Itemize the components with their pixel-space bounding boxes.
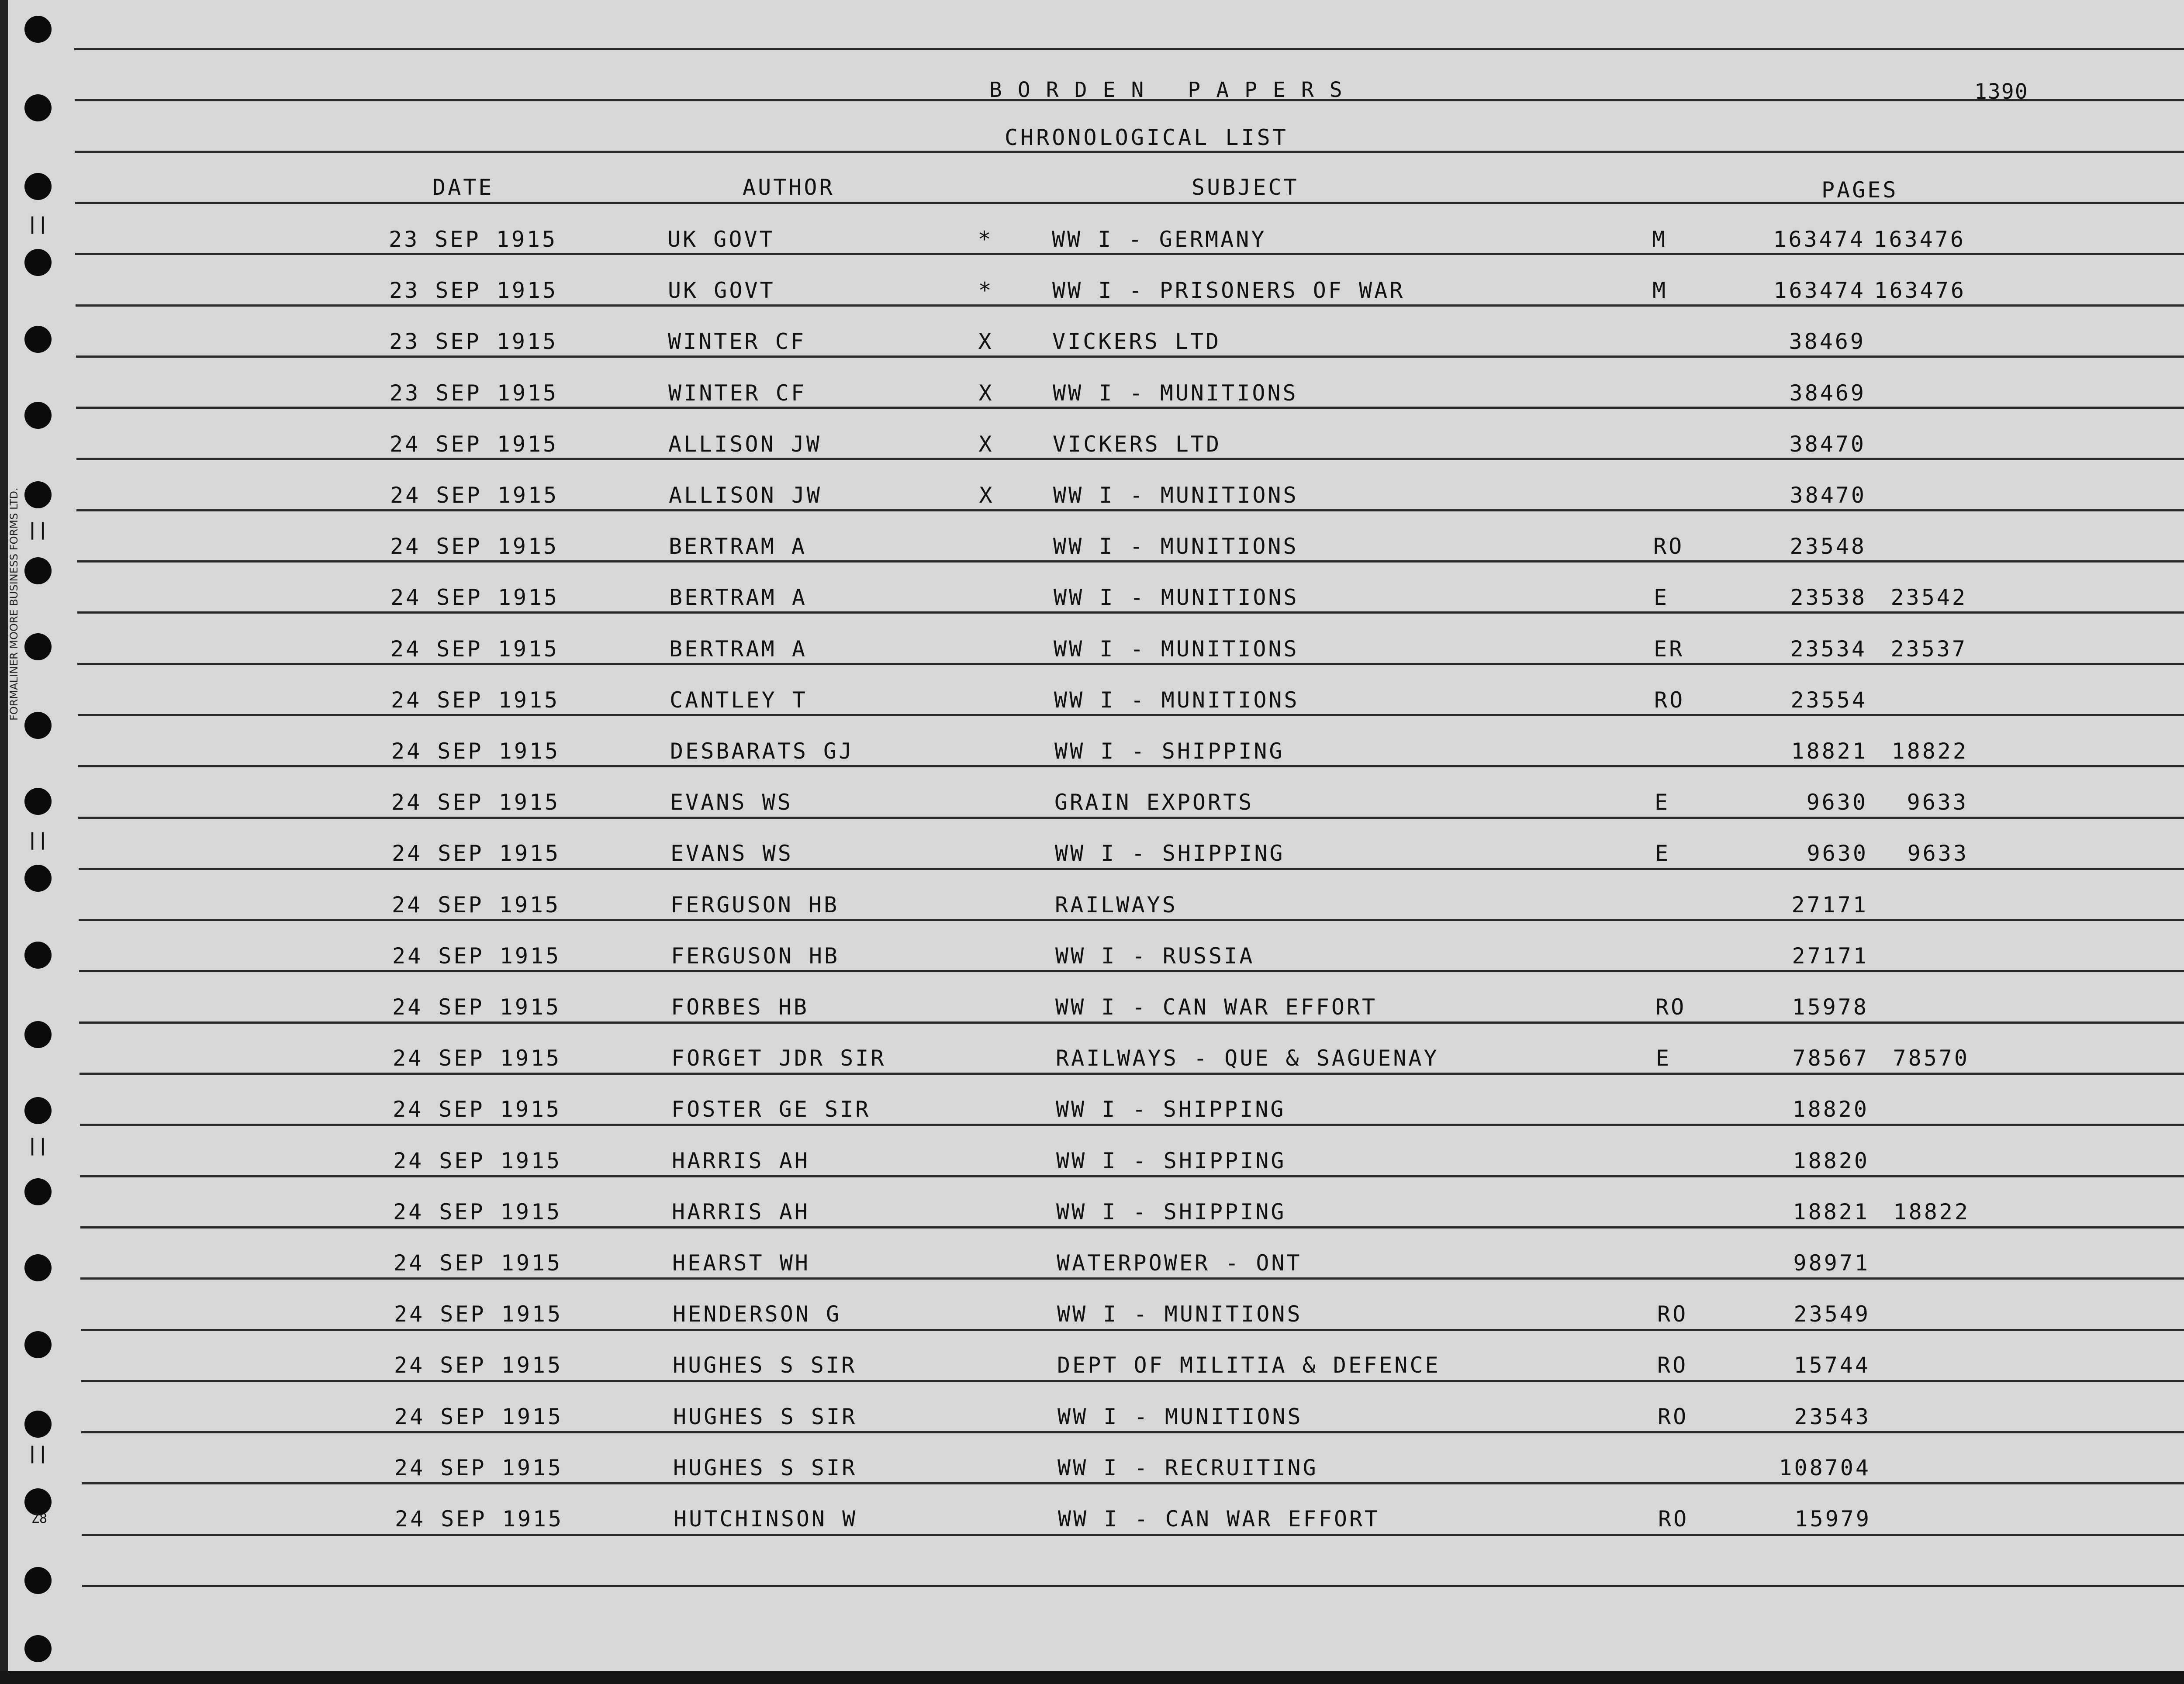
row-author: HARRIS AH — [672, 1148, 810, 1173]
row-code: RO — [1654, 687, 1685, 713]
row-date: 24 SEP 1915 — [391, 687, 560, 713]
row-date: 24 SEP 1915 — [390, 483, 559, 508]
document-subtitle: CHRONOLOGICAL LIST — [1005, 125, 1289, 150]
row-code: RO — [1657, 1353, 1688, 1378]
row-page-start: 163474 — [1773, 227, 1865, 252]
row-subject: WW I - MUNITIONS — [1053, 483, 1299, 508]
row-subject: WW I - CAN WAR EFFORT — [1055, 994, 1378, 1020]
edge-tick-mark: || — [27, 1135, 48, 1156]
row-page-start: 23549 — [1794, 1301, 1870, 1327]
row-page-start: 23538 — [1790, 585, 1867, 610]
table-row — [1, 376, 2184, 411]
row-code: RO — [1658, 1404, 1689, 1429]
row-page-start: 9630 — [1807, 841, 1868, 866]
row-author: ALLISON JW — [668, 431, 822, 457]
row-flag: X — [979, 483, 995, 508]
row-subject: WATERPOWER - ONT — [1057, 1250, 1302, 1276]
row-author: ALLISON JW — [669, 483, 822, 508]
row-date: 24 SEP 1915 — [394, 1250, 563, 1276]
row-author: HUGHES S SIR — [673, 1404, 857, 1429]
row-page-start: 38470 — [1790, 483, 1866, 508]
row-flag: X — [978, 431, 994, 457]
row-page-end: 163476 — [1873, 227, 1966, 252]
row-subject: WW I - MUNITIONS — [1054, 585, 1299, 610]
row-date: 24 SEP 1915 — [392, 994, 561, 1020]
table-row — [4, 1041, 2184, 1076]
row-subject: WW I - SHIPPING — [1056, 1097, 1286, 1122]
row-page-start: 163474 — [1773, 278, 1866, 303]
table-row — [6, 1501, 2184, 1536]
row-author: HUGHES S SIR — [673, 1455, 857, 1480]
table-row — [0, 222, 2184, 257]
row-author: FERGUSON HB — [670, 892, 840, 918]
ruled-line — [75, 151, 2184, 153]
side-mark: Z8 — [31, 1511, 48, 1526]
row-subject: RAILWAYS — [1055, 892, 1178, 918]
row-author: HARRIS AH — [672, 1199, 810, 1225]
row-flag: * — [978, 278, 994, 303]
table-row — [5, 1246, 2184, 1280]
ruled-line — [74, 48, 2184, 50]
row-page-start: 18820 — [1792, 1097, 1869, 1122]
row-code: E — [1656, 1046, 1672, 1071]
row-author: HUTCHINSON W — [674, 1506, 858, 1532]
feed-hole — [24, 1567, 52, 1594]
row-date: 23 SEP 1915 — [389, 227, 558, 252]
row-date: 23 SEP 1915 — [390, 380, 559, 406]
row-date: 24 SEP 1915 — [391, 790, 560, 815]
row-page-start: 18821 — [1793, 1199, 1870, 1225]
row-subject: WW I - PRISONERS OF WAR — [1052, 278, 1405, 303]
table-row — [0, 324, 2184, 359]
row-subject: WW I - RECRUITING — [1057, 1455, 1318, 1480]
page-number: 1390 — [1974, 79, 2028, 104]
row-page-end: 78570 — [1893, 1046, 1970, 1071]
edge-tick-mark: || — [27, 1443, 48, 1463]
row-date: 24 SEP 1915 — [392, 943, 561, 969]
table-row — [3, 836, 2184, 871]
row-subject: WW I - MUNITIONS — [1054, 636, 1299, 662]
row-author: FERGUSON HB — [671, 943, 840, 969]
row-date: 24 SEP 1915 — [390, 534, 559, 559]
row-author: FORBES HB — [671, 994, 809, 1020]
table-row — [1, 478, 2184, 513]
row-date: 24 SEP 1915 — [393, 1199, 562, 1225]
row-page-start: 78567 — [1792, 1046, 1869, 1071]
row-subject: WW I - CAN WAR EFFORT — [1058, 1506, 1380, 1532]
row-page-start: 23548 — [1790, 534, 1866, 559]
row-code: E — [1654, 585, 1669, 610]
row-author: HEARST WH — [672, 1250, 810, 1276]
row-subject: WW I - RUSSIA — [1055, 943, 1255, 969]
table-row — [6, 1450, 2184, 1485]
row-date: 24 SEP 1915 — [392, 841, 561, 866]
scan-border-bottom — [0, 1671, 2184, 1684]
row-author: BERTRAM A — [669, 636, 807, 662]
row-page-start: 38469 — [1789, 329, 1866, 354]
printer-side-label: FORMALINER MOORE BUSINESS FORMS LTD. — [8, 487, 20, 721]
row-author: WINTER CF — [668, 329, 806, 354]
row-page-start: 15744 — [1794, 1353, 1870, 1378]
row-page-end: 163476 — [1874, 278, 1966, 303]
row-page-start: 108704 — [1779, 1455, 1871, 1480]
table-row — [2, 580, 2184, 615]
table-row — [4, 1092, 2184, 1127]
row-code: RO — [1653, 534, 1684, 559]
row-subject: WW I - SHIPPING — [1055, 841, 1285, 866]
row-date: 24 SEP 1915 — [394, 1353, 563, 1378]
row-date: 24 SEP 1915 — [393, 1097, 562, 1122]
row-code: E — [1655, 841, 1671, 866]
table-row — [5, 1297, 2184, 1332]
row-page-start: 9630 — [1806, 790, 1868, 815]
row-subject: GRAIN EXPORTS — [1054, 790, 1254, 815]
row-date: 24 SEP 1915 — [394, 1455, 563, 1480]
table-row — [2, 632, 2184, 666]
table-row — [1, 529, 2184, 564]
row-subject: RAILWAYS - QUE & SAGUENAY — [1056, 1046, 1439, 1071]
row-date: 24 SEP 1915 — [393, 1046, 562, 1071]
column-header-subject: SUBJECT — [1192, 175, 1299, 200]
row-author: EVANS WS — [670, 790, 793, 815]
row-code: E — [1655, 790, 1670, 815]
row-page-start: 18820 — [1793, 1148, 1870, 1173]
edge-tick-mark: || — [27, 830, 48, 850]
row-page-start: 18821 — [1791, 738, 1868, 764]
row-subject: DEPT OF MILITIA & DEFENCE — [1057, 1353, 1441, 1378]
row-page-start: 38470 — [1789, 431, 1866, 457]
row-flag: X — [978, 329, 994, 354]
row-subject: WW I - GERMANY — [1052, 227, 1267, 252]
row-page-end: 23537 — [1890, 636, 1967, 662]
row-date: 24 SEP 1915 — [390, 431, 559, 457]
row-page-end: 9633 — [1907, 841, 1969, 866]
row-subject: WW I - MUNITIONS — [1054, 687, 1299, 713]
edge-tick-mark: || — [27, 520, 48, 540]
row-page-end: 18822 — [1893, 1199, 1970, 1225]
row-page-start: 98971 — [1793, 1250, 1870, 1276]
row-author: EVANS WS — [670, 841, 793, 866]
edge-tick-mark: || — [27, 214, 48, 234]
row-author: HUGHES S SIR — [673, 1353, 857, 1378]
row-subject: WW I - SHIPPING — [1056, 1148, 1286, 1173]
row-subject: WW I - SHIPPING — [1054, 738, 1285, 764]
row-date: 24 SEP 1915 — [390, 585, 560, 610]
row-author: FOSTER GE SIR — [671, 1097, 871, 1122]
row-page-start: 27171 — [1791, 892, 1868, 918]
row-page-start: 23534 — [1790, 636, 1867, 662]
row-date: 23 SEP 1915 — [389, 329, 558, 354]
ruled-line — [82, 1585, 2184, 1587]
column-header-date: DATE — [432, 175, 494, 200]
row-author: WINTER CF — [668, 380, 806, 406]
table-row — [5, 1348, 2184, 1383]
table-row — [2, 683, 2184, 718]
document-title: BORDEN PAPERS — [989, 78, 1358, 102]
row-page-end: 18822 — [1891, 738, 1968, 764]
row-code: M — [1652, 227, 1668, 252]
row-subject: WW I - MUNITIONS — [1053, 380, 1298, 406]
row-author: UK GOVT — [667, 227, 775, 252]
table-row — [6, 1399, 2184, 1434]
row-page-start: 15979 — [1794, 1506, 1871, 1532]
row-date: 24 SEP 1915 — [391, 738, 560, 764]
feed-hole — [24, 94, 52, 121]
row-subject: WW I - SHIPPING — [1056, 1199, 1286, 1225]
table-row — [3, 734, 2184, 769]
table-row — [3, 939, 2184, 973]
row-author: BERTRAM A — [669, 585, 807, 610]
row-date: 24 SEP 1915 — [390, 636, 560, 662]
row-page-end: 23542 — [1890, 585, 1967, 610]
row-code: RO — [1658, 1506, 1689, 1532]
row-date: 24 SEP 1915 — [395, 1506, 564, 1532]
table-row — [3, 990, 2184, 1025]
row-date: 24 SEP 1915 — [392, 892, 561, 918]
table-row — [0, 273, 2184, 308]
row-page-start: 27171 — [1792, 943, 1869, 969]
row-date: 23 SEP 1915 — [389, 278, 558, 303]
row-page-start: 23554 — [1790, 687, 1867, 713]
table-row — [3, 887, 2184, 922]
row-page-start: 38469 — [1789, 380, 1866, 406]
row-code: M — [1652, 278, 1668, 303]
row-subject: VICKERS LTD — [1053, 431, 1222, 457]
row-subject: WW I - MUNITIONS — [1053, 534, 1299, 559]
row-flag: X — [978, 380, 994, 406]
column-header-author: AUTHOR — [743, 175, 835, 200]
table-row — [4, 1194, 2184, 1229]
row-date: 24 SEP 1915 — [394, 1301, 563, 1327]
row-flag: * — [978, 227, 993, 252]
table-row — [4, 1143, 2184, 1178]
table-row — [1, 427, 2184, 462]
row-author: DESBARATS GJ — [670, 738, 854, 764]
row-author: FORGET JDR SIR — [671, 1046, 886, 1071]
row-subject: WW I - MUNITIONS — [1057, 1301, 1303, 1327]
row-date: 24 SEP 1915 — [393, 1148, 562, 1173]
row-date: 24 SEP 1915 — [394, 1404, 563, 1429]
table-row — [3, 785, 2184, 820]
row-author: HENDERSON G — [673, 1301, 842, 1327]
column-header-pages: PAGES — [1821, 177, 1898, 203]
row-code: ER — [1654, 636, 1685, 662]
row-subject: VICKERS LTD — [1052, 329, 1221, 354]
feed-hole — [24, 1635, 52, 1662]
row-page-end: 9633 — [1907, 790, 1968, 815]
feed-hole — [24, 173, 52, 200]
row-author: CANTLEY T — [670, 687, 808, 713]
row-author: BERTRAM A — [669, 534, 807, 559]
row-code: RO — [1657, 1301, 1688, 1327]
row-author: UK GOVT — [668, 278, 775, 303]
row-subject: WW I - MUNITIONS — [1057, 1404, 1303, 1429]
row-page-start: 23543 — [1794, 1404, 1871, 1429]
row-page-start: 15978 — [1792, 994, 1869, 1020]
row-code: RO — [1655, 994, 1686, 1020]
feed-hole — [24, 16, 52, 43]
